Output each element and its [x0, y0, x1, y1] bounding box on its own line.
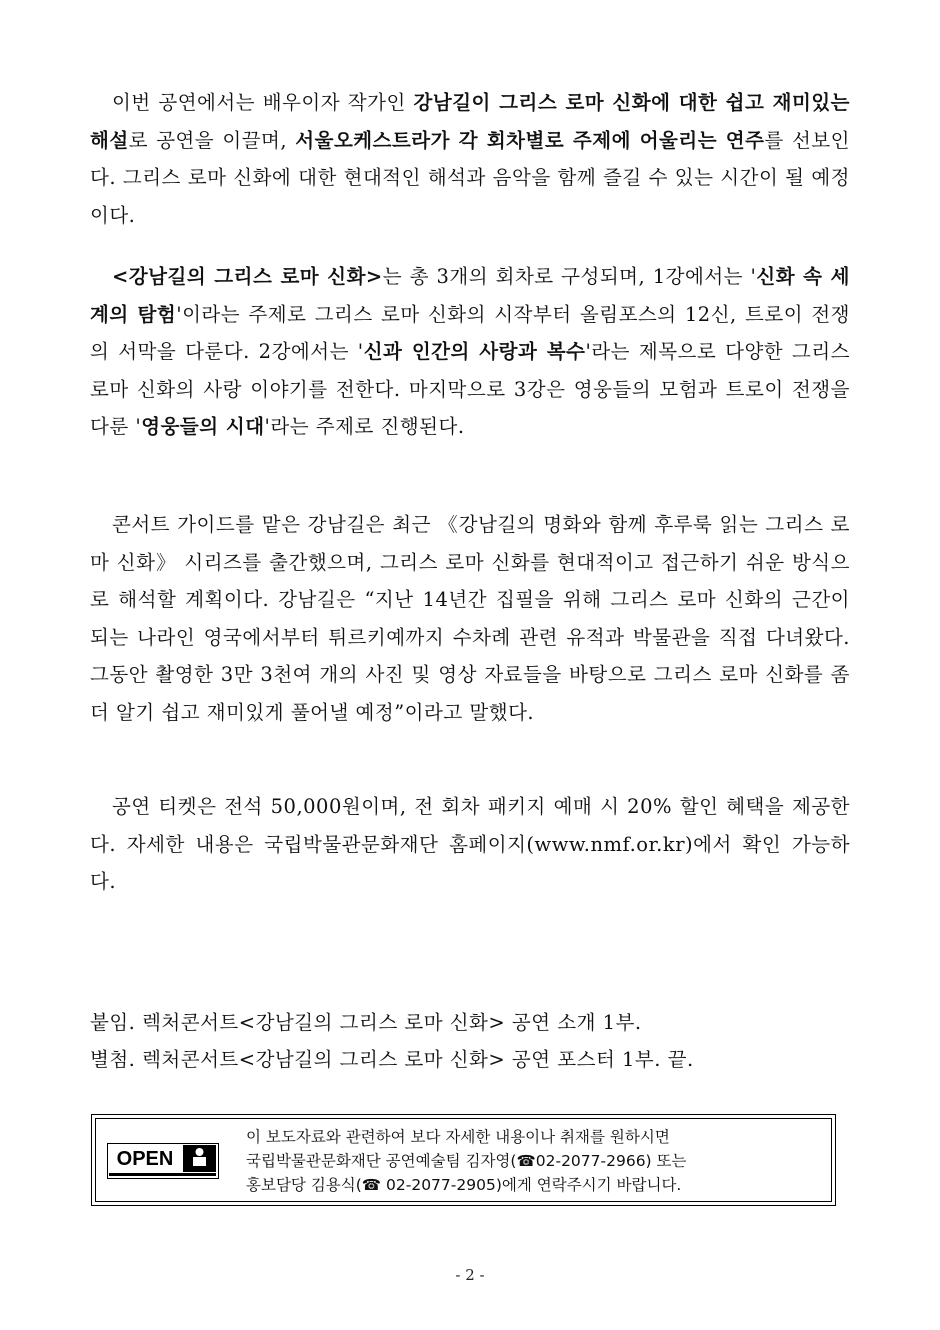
attachment-line-2: 별첨. 렉처콘서트<강남길의 그리스 로마 신화> 공연 포스터 1부. 끝.: [90, 1048, 694, 1071]
text-run: '이라는 주제로 그리스 로마 신화의 시작부터 올림포스의 12신, 트로이 전쟁의 서막을 다룬다. 2강에서는 ': [90, 302, 850, 363]
paragraph-program-sessions: [90, 258, 850, 446]
contact-info-inner-frame: [95, 1118, 832, 1202]
contact-line-2: 국립박물관문화재단 공연예술팀 김자영(☎02-2077-2966) 또는: [246, 1152, 687, 1170]
paragraph-performance-intro: [90, 84, 850, 234]
bold-text-run: <강남길의 그리스 로마 신화>: [112, 265, 383, 288]
bold-text-run: 강남길이 그리스 로마 신화에 대한 쉽고 재미있는 해설: [90, 91, 850, 152]
text-run: 는 총 3개의 회차로 구성되며, 1강에서는 ': [382, 265, 757, 288]
contact-text: [246, 1125, 686, 1197]
open-license-logo-icon: [107, 1143, 219, 1179]
contact-line-1: 이 보도자료와 관련하여 보다 자세한 내용이나 취재를 원하시면: [246, 1128, 670, 1146]
bold-text-run: 신과 인간의 사랑과 복수: [363, 340, 586, 363]
text-run: 를 선보인다. 그리스 로마 신화에 대한 현대적인 해석과 음악을 함께 즐길 수 있는 시간이 될 예정이다.: [90, 128, 851, 227]
open-logo-text: OPEN: [116, 1148, 174, 1170]
bold-text-run: 신화 속 세계의 탐험: [90, 265, 850, 326]
contact-info-box: [91, 1114, 836, 1206]
attachment-line-1: 붙임. 렉처콘서트<강남길의 그리스 로마 신화> 공연 소개 1부.: [90, 1011, 642, 1034]
text-run: '라는 제목으로 다양한 그리스 로마 신화의 사랑 이야기를 전한다. 마지막으로 3강은 영웅들의 모험과 트로이 전쟁을 다룬 ': [90, 340, 850, 438]
text-run: 로 공연을 이끌며,: [128, 128, 296, 152]
text-run: '라는 주제로 진행된다.: [264, 415, 465, 438]
bold-text-run: 서울오케스트라가 각 회차별로 주제에 어울리는 연주: [295, 128, 765, 152]
paragraph-concert-guide: 콘서트 가이드를 맡은 강남길은 최근 《강남길의 명화와 함께 후루룩 읽는 그리스 로마 신화》 시리즈를 출간했으며, 그리스 로마 신화를 현대적이고 접근하기 쉬운 방식으로 해석할 계획이다. 강남길은 “지난 14년간 집필을 위해 그리스 로마 신화의 근간이 되는 나라인 영국에서부터 튀르키예까지 수차례 관련 유적과 박물관을 직접 다녀왔다. 그동안 촬영한 3만 3천여 개의 사진 및 영상 자료들을 바탕으로 그리스 로마 신화를 좀 더 알기 쉽고 재미있게 풀어낼 예정”이라고 말했다.: [90, 513, 850, 724]
page-number: - 2 -: [455, 1266, 485, 1284]
paragraph-ticket-info: 공연 티켓은 전석 50,000원이며, 전 회차 패키지 예매 시 20% 할인 혜택을 제공한다. 자세한 내용은 국립박물관문화재단 홈페이지(www.nmf.or.kr)에서 확인 가능하다.: [90, 795, 850, 893]
bold-text-run: 영웅들의 시대: [141, 415, 265, 438]
text-run: 이번 공연에서는 배우이자 작가인: [112, 91, 414, 114]
contact-line-3: 홍보담당 김용식(☎ 02-2077-2905)에게 연락주시기 바랍니다.: [246, 1176, 682, 1194]
